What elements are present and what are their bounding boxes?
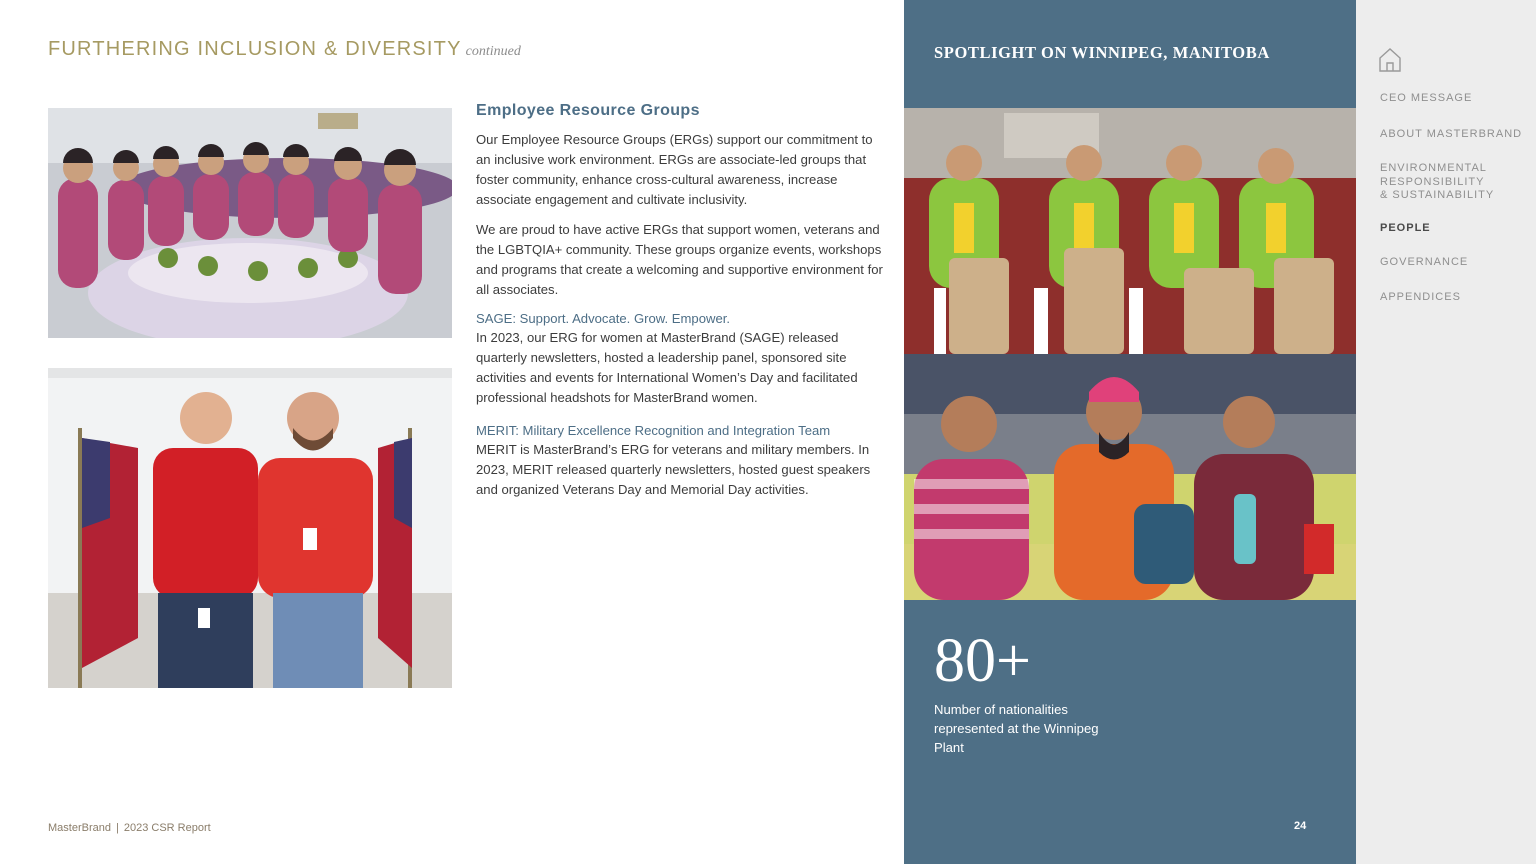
erg-intro-paragraph: Our Employee Resource Groups (ERGs) support our commitment to an inclusive work environment. ERGs are associate-led groups that foster community, enhance cross-cultural awareness, increase associate engagement and cultivate inclusivity. <box>476 132 873 207</box>
footer-separator: | <box>115 822 119 834</box>
sage-heading: SAGE: Support. Advocate. Grow. Empower. <box>476 311 730 326</box>
nav-item-environmental[interactable]: ENVIRONMENTAL RESPONSIBILITY & SUSTAINABILITY <box>1380 162 1495 201</box>
erg-groups-paragraph: We are proud to have active ERGs that support women, veterans and the LGBTQIA+ community. These groups organize events, workshops and programs that create a welcoming and supportive environment for all associates. <box>476 222 883 297</box>
merit-heading: MERIT: Military Excellence Recognition and Integration Team <box>476 423 831 438</box>
photo-erg-luncheon <box>48 108 452 338</box>
page-title-text: FURTHERING INCLUSION & DIVERSITY <box>48 38 462 60</box>
photo-merit-veterans <box>48 368 452 688</box>
photo-winnipeg-dinner <box>904 354 1356 600</box>
spotlight-title: SPOTLIGHT ON WINNIPEG, MANITOBA <box>934 43 1270 62</box>
spotlight-panel <box>904 0 1356 864</box>
side-nav <box>1356 0 1536 864</box>
page-number: 24 <box>1294 820 1307 832</box>
page-title <box>48 38 521 61</box>
nav-item-appendices[interactable]: APPENDICES <box>1380 290 1461 303</box>
stat-label: Number of nationalities represented at the Winnipeg Plant <box>934 702 1099 755</box>
home-icon[interactable] <box>1378 47 1402 73</box>
erg-heading: Employee Resource Groups <box>476 102 700 119</box>
nav-item-ceo-message[interactable]: CEO MESSAGE <box>1380 92 1473 104</box>
footer-report: 2023 CSR Report <box>123 822 211 834</box>
stat-value: 80+ <box>934 627 1031 695</box>
photo-winnipeg-drummers <box>904 108 1356 354</box>
footer-brand: MasterBrand <box>48 822 111 834</box>
footer <box>48 822 211 834</box>
nav-item-people[interactable]: PEOPLE <box>1380 221 1431 234</box>
page-title-continued: continued <box>465 44 521 59</box>
merit-paragraph: MERIT is MasterBrand’s ERG for veterans and military members. In 2023, MERIT released quarterly newsletters, hosted guest speakers and organized Veterans Day and Memorial Day activities. <box>476 442 871 497</box>
sage-paragraph: In 2023, our ERG for women at MasterBrand (SAGE) released quarterly newsletters, hosted a leadership panel, sponsored site activities and events for International Women’s Day and facilitated professional headshots for MasterBrand women. <box>476 330 858 405</box>
nav-item-about-masterbrand[interactable]: ABOUT MASTERBRAND <box>1380 127 1523 140</box>
nav-list <box>1380 92 1530 304</box>
nav-item-governance[interactable]: GOVERNANCE <box>1380 256 1469 268</box>
erg-text-column <box>476 102 884 510</box>
